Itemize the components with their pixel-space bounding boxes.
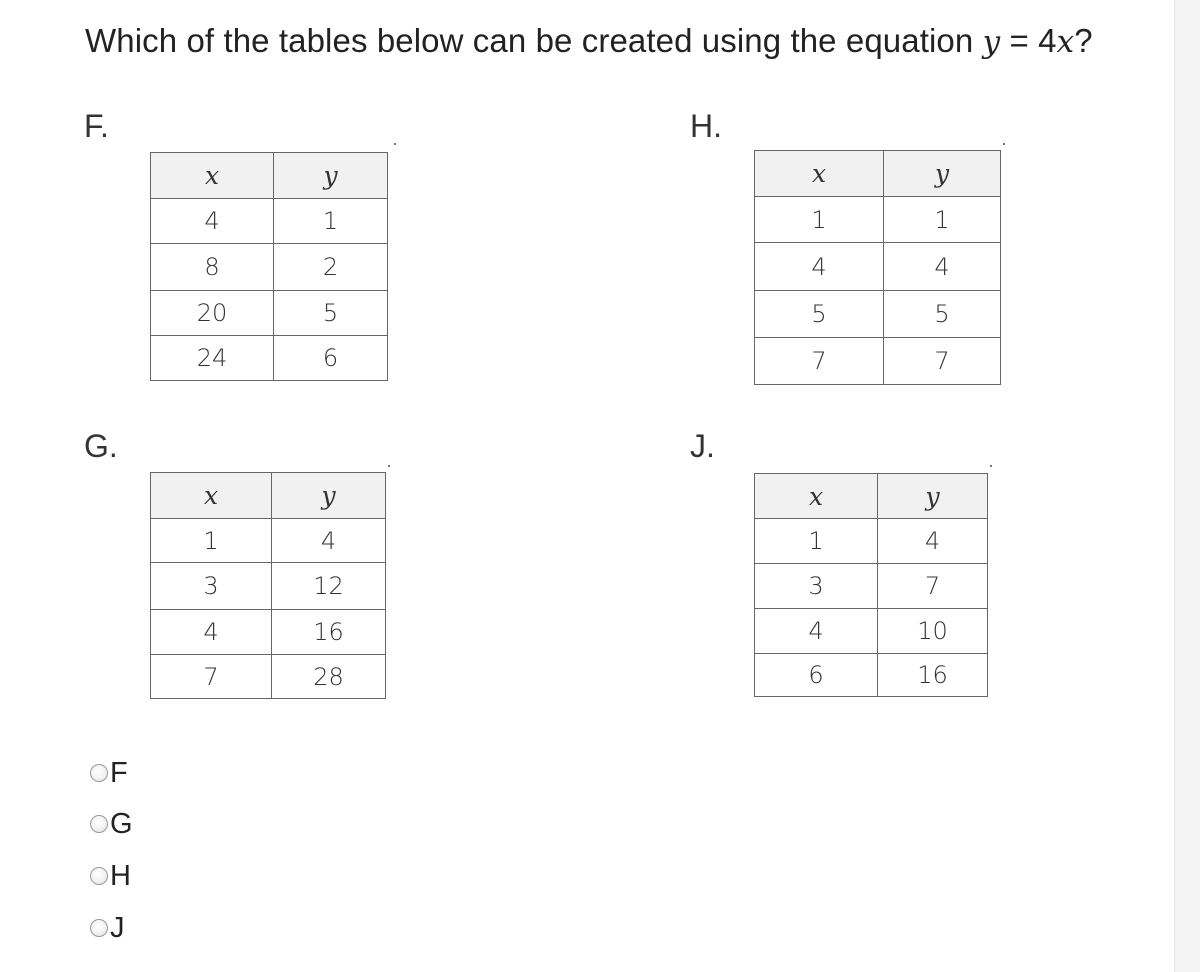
cell-x: 7 bbox=[151, 655, 272, 699]
radio-button[interactable] bbox=[90, 867, 108, 885]
cell-y: 5 bbox=[884, 291, 1001, 338]
cell-x: 4 bbox=[755, 243, 884, 291]
table-f bbox=[150, 152, 388, 381]
table-f-label: F. bbox=[84, 108, 109, 144]
header-y: y bbox=[274, 153, 388, 199]
choice-label: J bbox=[110, 911, 125, 944]
table-row bbox=[755, 609, 988, 654]
decor-dot bbox=[394, 143, 396, 145]
cell-x: 4 bbox=[151, 199, 274, 244]
table-row bbox=[755, 291, 1001, 338]
choice-j[interactable] bbox=[90, 910, 125, 946]
equals-sign: = 4 bbox=[1000, 22, 1057, 59]
cell-x: 4 bbox=[755, 609, 878, 654]
cell-y: 1 bbox=[884, 197, 1001, 243]
question-text: Which of the tables below can be created using the equation y = 4x? bbox=[85, 22, 1093, 60]
cell-y: 1 bbox=[274, 199, 388, 244]
cell-y: 16 bbox=[878, 654, 988, 697]
cell-y: 12 bbox=[272, 563, 386, 610]
cell-x: 1 bbox=[755, 197, 884, 243]
choice-f[interactable] bbox=[90, 755, 128, 791]
header-x: x bbox=[755, 474, 878, 519]
cell-y: 6 bbox=[274, 336, 388, 381]
cell-x: 1 bbox=[755, 519, 878, 564]
cell-x: 6 bbox=[755, 654, 878, 697]
choice-label: F bbox=[110, 756, 128, 789]
header-x: x bbox=[151, 473, 272, 519]
cell-y: 7 bbox=[884, 338, 1001, 385]
header-y: y bbox=[884, 151, 1001, 197]
table-row bbox=[755, 654, 988, 697]
table-row bbox=[151, 244, 388, 291]
header-y: y bbox=[272, 473, 386, 519]
cell-x: 24 bbox=[151, 336, 274, 381]
cell-y: 4 bbox=[878, 519, 988, 564]
cell-y: 28 bbox=[272, 655, 386, 699]
header-y: y bbox=[878, 474, 988, 519]
table-row bbox=[151, 199, 388, 244]
table-g-label: G. bbox=[84, 428, 118, 464]
decor-dot bbox=[1003, 143, 1005, 145]
table-row bbox=[755, 197, 1001, 243]
cell-y: 4 bbox=[272, 519, 386, 563]
table-h bbox=[754, 150, 1001, 385]
choice-label: G bbox=[110, 807, 133, 840]
cell-y: 5 bbox=[274, 291, 388, 336]
decor-dot bbox=[990, 465, 992, 467]
table-row bbox=[151, 610, 386, 655]
table-row bbox=[755, 243, 1001, 291]
cell-x: 1 bbox=[151, 519, 272, 563]
cell-x: 8 bbox=[151, 244, 274, 291]
cell-y: 16 bbox=[272, 610, 386, 655]
table-j bbox=[754, 473, 988, 697]
table-row bbox=[151, 291, 388, 336]
table-row bbox=[151, 563, 386, 610]
table-header-row bbox=[151, 153, 388, 199]
table-row bbox=[151, 519, 386, 563]
table-h-label: H. bbox=[690, 108, 722, 144]
radio-button[interactable] bbox=[90, 815, 108, 833]
table-row bbox=[755, 519, 988, 564]
cell-y: 4 bbox=[884, 243, 1001, 291]
table-header-row bbox=[151, 473, 386, 519]
table-j-label: J. bbox=[690, 428, 715, 464]
table-row bbox=[151, 655, 386, 699]
cell-x: 7 bbox=[755, 338, 884, 385]
table-header-row bbox=[755, 151, 1001, 197]
cell-x: 3 bbox=[151, 563, 272, 610]
table-row bbox=[755, 564, 988, 609]
choice-h[interactable] bbox=[90, 858, 131, 894]
table-row bbox=[151, 336, 388, 381]
cell-y: 10 bbox=[878, 609, 988, 654]
var-x: x bbox=[1056, 24, 1075, 60]
cell-x: 5 bbox=[755, 291, 884, 338]
header-x: x bbox=[151, 153, 274, 199]
header-x: x bbox=[755, 151, 884, 197]
table-row bbox=[755, 338, 1001, 385]
var-y: y bbox=[982, 24, 1001, 60]
choice-label: H bbox=[110, 859, 131, 892]
choice-g[interactable] bbox=[90, 806, 133, 842]
cell-x: 4 bbox=[151, 610, 272, 655]
radio-button[interactable] bbox=[90, 764, 108, 782]
cell-y: 2 bbox=[274, 244, 388, 291]
radio-button[interactable] bbox=[90, 919, 108, 937]
cell-x: 3 bbox=[755, 564, 878, 609]
cell-y: 7 bbox=[878, 564, 988, 609]
table-g bbox=[150, 472, 386, 699]
decor-dot bbox=[388, 465, 390, 467]
cell-x: 20 bbox=[151, 291, 274, 336]
table-header-row bbox=[755, 474, 988, 519]
